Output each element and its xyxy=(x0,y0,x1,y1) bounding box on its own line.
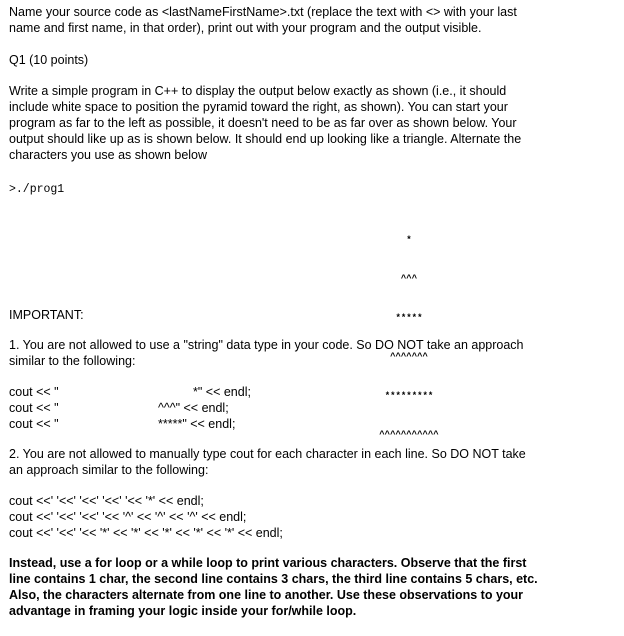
important-heading: IMPORTANT: xyxy=(9,308,84,322)
code-line-end: ^^^" << endl; xyxy=(158,401,229,415)
code-line: cout <<' '<<' '<<' '<< '^' << '^' << '^' << endl; xyxy=(9,510,247,524)
question-description: Write a simple program in C++ to display the output below exactly as shown (i.e., it should include white space to position the pyramid toward the right, as shown). You can start your program as far to the left as possible, it doesn't need to be as far over as shown below. Your output should like up as is shown below. It should end up looking like a triangle. Alternate the characters you use as shown below xyxy=(9,84,522,162)
pyramid-line: ^^^ xyxy=(400,274,418,284)
pyramid-line: ^^^^^^^ xyxy=(390,352,428,362)
string-example-code xyxy=(9,384,615,432)
pyramid-line: ***** xyxy=(395,313,423,323)
code-line xyxy=(9,416,615,432)
code-line-start: cout << " xyxy=(9,385,59,399)
manual-cout-example-code xyxy=(9,493,615,541)
code-line xyxy=(9,400,615,416)
code-line-start: cout << " xyxy=(9,417,59,431)
pyramid-line: ^^^^^^^^^^^ xyxy=(379,430,439,440)
code-line: cout <<' '<<' '<<' '<<' '<< '*' << endl; xyxy=(9,494,204,508)
loop-instructions: Instead, use a for loop or a while loop to print various characters. Observe that the first line contains 1 char, the second line contains 3 chars, the third line contains 5 chars, etc. Also, the characters alternate from one line to another. Use these observations to your advantage in framing your logic inside your for/while loop. xyxy=(9,556,538,618)
code-line-start: cout << " xyxy=(9,401,59,415)
code-line-end: *****" << endl; xyxy=(158,417,236,431)
code-line: cout <<' '<<' '<< '*' << '*' << '*' << '*' << '*' << endl; xyxy=(9,526,283,540)
intro-paragraph: Name your source code as <lastNameFirstName>.txt (replace the text with <> with your last name and first name, in that order), print out with your program and the output visible. xyxy=(9,5,517,35)
code-line xyxy=(9,384,615,400)
question-heading: Q1 (10 points) xyxy=(9,53,89,67)
code-line-end: *" << endl; xyxy=(193,385,251,399)
rule-two: 2. You are not allowed to manually type cout for each character in each line. So DO NOT take an approach similar to the following: xyxy=(9,447,526,477)
rule-one: 1. You are not allowed to use a "string" data type in your code. So DO NOT take an approach similar to the following: xyxy=(9,338,524,368)
pyramid-line: * xyxy=(406,235,412,245)
pyramid-line: ********* xyxy=(384,391,434,401)
command-line: >./prog1 xyxy=(9,183,65,196)
